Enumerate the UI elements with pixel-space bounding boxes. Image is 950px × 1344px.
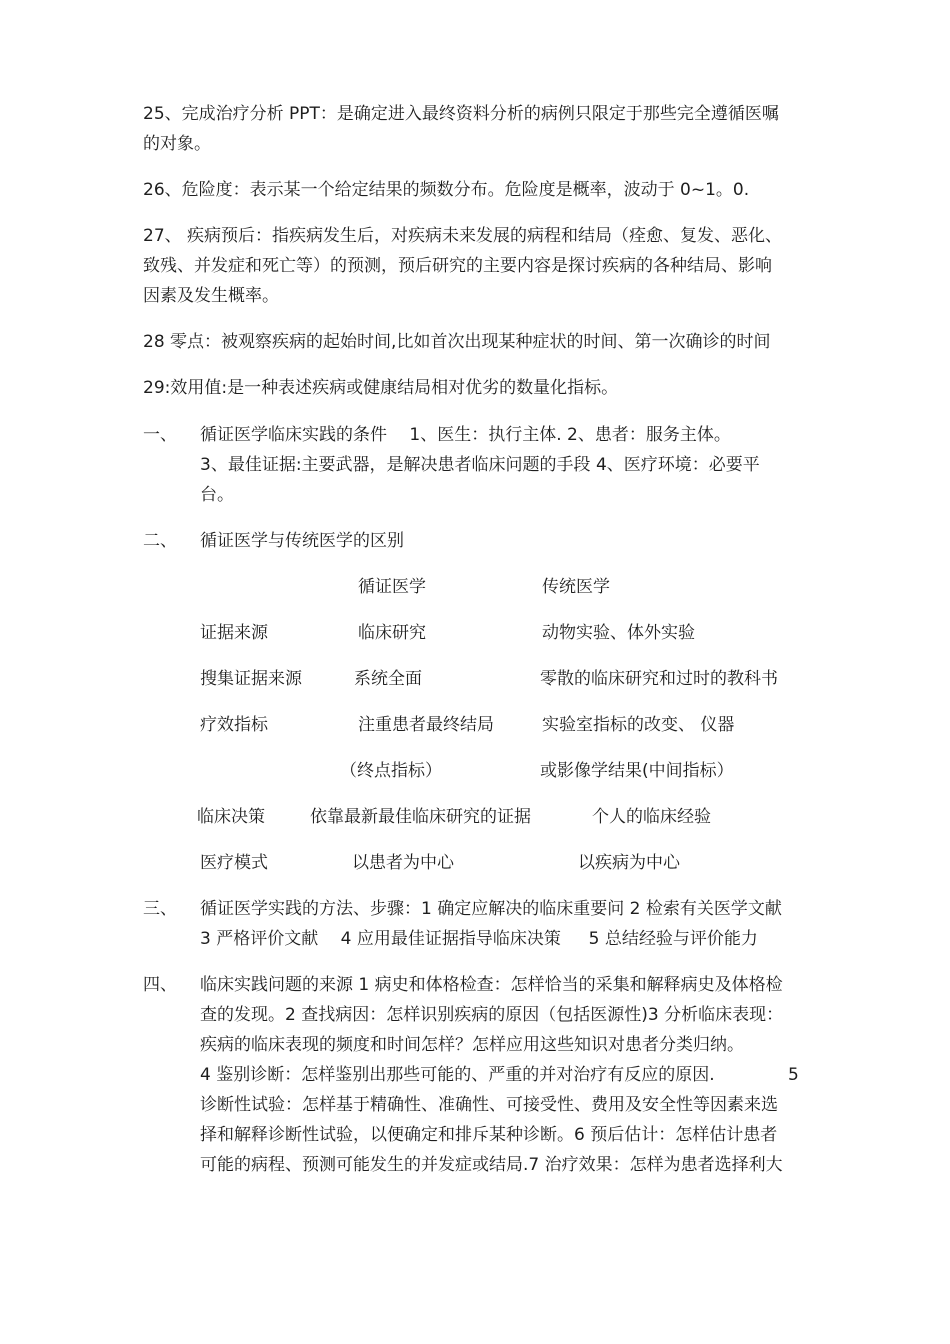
item-25-line-2: 的对象。	[143, 134, 211, 154]
table-row-label: 疗效指标	[200, 715, 268, 735]
table-header-ebm: 循证医学	[358, 577, 426, 597]
item-27-line-2: 致残、并发症和死亡等）的预测，预后研究的主要内容是探讨疾病的各种结局、影响	[143, 256, 772, 276]
section-4-line-3: 疾病的临床表现的频度和时间怎样？怎样应用这些知识对患者分类归纳。	[200, 1035, 744, 1055]
section-1-number: 一、	[143, 425, 177, 445]
section-3-line-1: 循证医学实践的方法、步骤：1 确定应解决的临床重要问 2 检索有关医学文献	[200, 899, 782, 919]
table-cell-ebm: 注重患者最终结局	[358, 715, 494, 735]
section-4-line-4: 4 鉴别诊断：怎样鉴别出那些可能的、严重的并对治疗有反应的原因.	[200, 1065, 715, 1085]
section-3-line-2: 3 严格评价文献 4 应用最佳证据指导临床决策 5 总结经验与评价能力	[200, 929, 758, 949]
item-25-line-1: 25、完成治疗分析 PPT：是确定进入最终资料分析的病例只限定于那些完全遵循医嘱	[143, 104, 779, 124]
table-row-label: 证据来源	[200, 623, 268, 643]
table-row-label: 搜集证据来源	[200, 669, 302, 689]
table-row-label: 临床决策	[197, 807, 265, 827]
table-cell-ebm: 依靠最新最佳临床研究的证据	[310, 807, 531, 827]
item-29-line-1: 29:效用值:是一种表述疾病或健康结局相对优劣的数量化指标。	[143, 378, 619, 398]
table-cell-ebm: （终点指标）	[340, 761, 442, 781]
section-4-line-7: 可能的病程、预测可能发生的并发症或结局.7 治疗效果：怎样为患者选择利大	[200, 1155, 783, 1175]
table-cell-ebm: 以患者为中心	[352, 853, 454, 873]
table-cell-traditional: 零散的临床研究和过时的教科书	[540, 669, 778, 689]
section-4-line-5: 诊断性试验：怎样基于精确性、准确性、可接受性、费用及安全性等因素来选	[200, 1095, 778, 1115]
section-4-line-6: 择和解释诊断性试验，以便确定和排斥某种诊断。6 预后估计：怎样估计患者	[200, 1125, 778, 1145]
section-2-title: 循证医学与传统医学的区别	[200, 531, 404, 551]
section-4-line-1: 临床实践问题的来源 1 病史和体格检查：怎样恰当的采集和解释病史及体格检	[200, 975, 783, 995]
section-1-line-2: 3、最佳证据:主要武器，是解决患者临床问题的手段 4、医疗环境：必要平	[200, 455, 760, 475]
item-27-line-1: 27、 疾病预后：指疾病发生后，对疾病未来发展的病程和结局（痊愈、复发、恶化、	[143, 226, 783, 246]
section-3-number: 三、	[143, 899, 177, 919]
table-cell-ebm: 临床研究	[358, 623, 426, 643]
section-4-line-4-tail: 5	[788, 1065, 799, 1085]
table-row-label: 医疗模式	[200, 853, 268, 873]
section-4-line-2: 查的发现。2 查找病因：怎样识别疾病的原因（包括医源性)3 分析临床表现：	[200, 1005, 784, 1025]
table-header-traditional: 传统医学	[542, 577, 610, 597]
table-cell-traditional: 以疾病为中心	[578, 853, 680, 873]
table-cell-traditional: 个人的临床经验	[592, 807, 711, 827]
section-1-line-3: 台。	[200, 485, 234, 505]
table-cell-traditional: 动物实验、体外实验	[542, 623, 695, 643]
section-4-number: 四、	[143, 975, 177, 995]
table-cell-traditional: 或影像学结果(中间指标）	[540, 761, 734, 781]
section-2-number: 二、	[143, 531, 177, 551]
item-28-line-1: 28 零点：被观察疾病的起始时间,比如首次出现某种症状的时间、第一次确诊的时间	[143, 332, 771, 352]
section-1-line-1: 循证医学临床实践的条件 1、医生：执行主体. 2、患者：服务主体。	[200, 425, 731, 445]
table-cell-traditional: 实验室指标的改变、 仪器	[542, 715, 735, 735]
table-cell-ebm: 系统全面	[354, 669, 422, 689]
item-26-line-1: 26、危险度：表示某一个给定结果的频数分布。危险度是概率，波动于 0~1。0.	[143, 180, 750, 200]
item-27-line-3: 因素及发生概率。	[143, 286, 279, 306]
